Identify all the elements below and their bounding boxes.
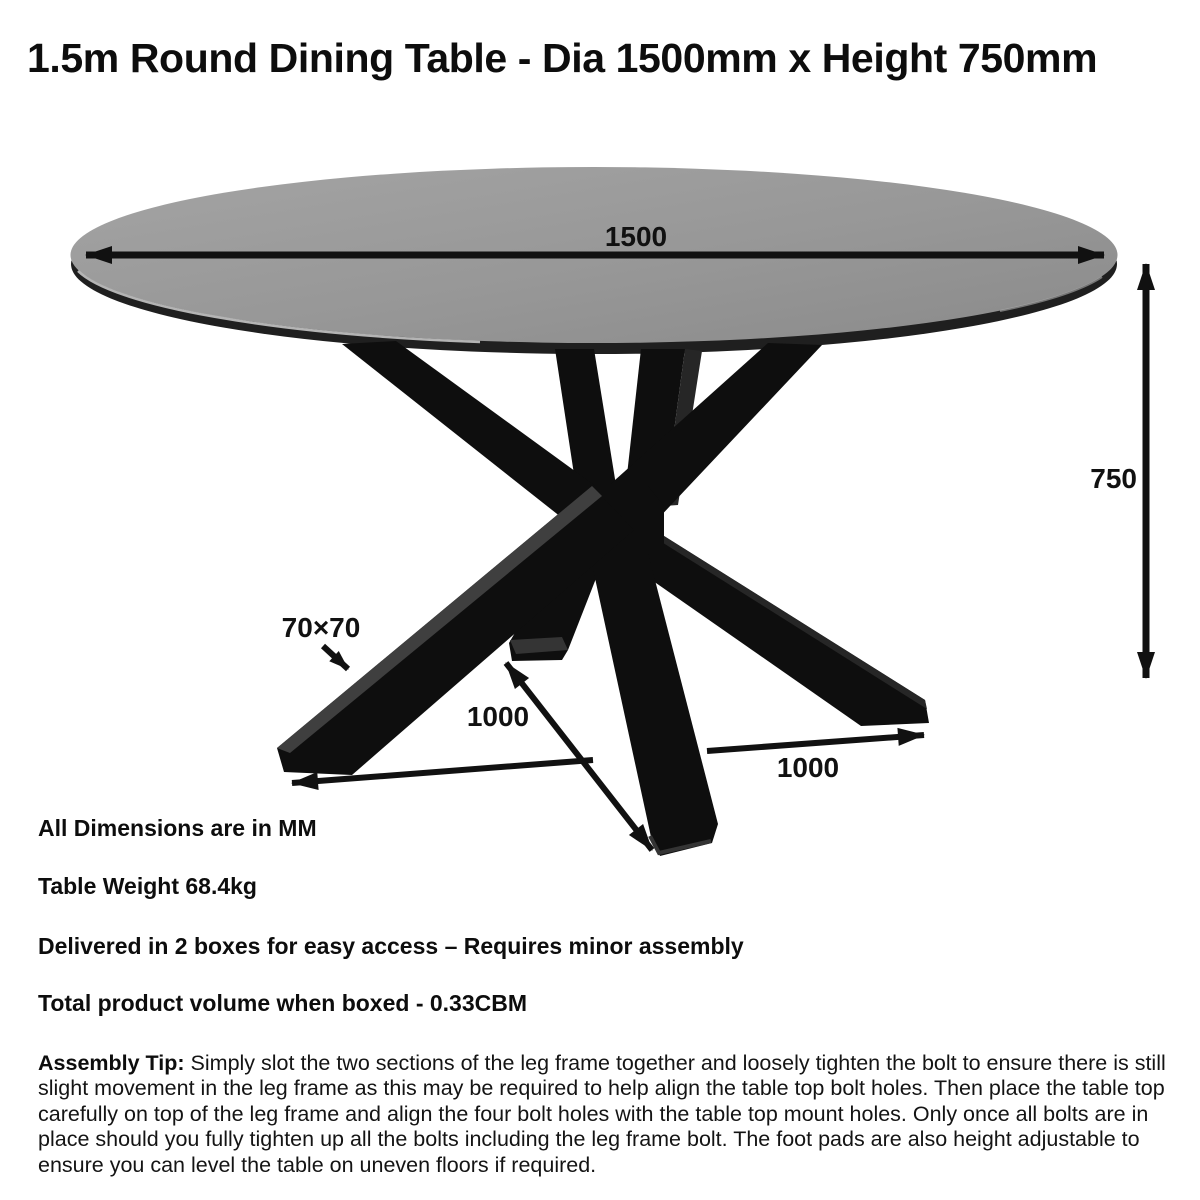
info-dimensions-units: All Dimensions are in MM [38, 815, 317, 841]
leg-span-diagonal-label: 1000 [466, 701, 530, 732]
leg-profile-pointer-arrow [323, 646, 348, 669]
assembly-tip-paragraph [38, 1051, 1170, 1178]
page-title: 1.5m Round Dining Table - Dia 1500mm x Height 750mm [27, 35, 1098, 81]
info-table-weight: Table Weight 68.4kg [38, 873, 257, 899]
assembly-tip-body: Simply slot the two sections of the leg frame together and loosely tighten the bolt to ensure there is still slight movement in the leg frame as this may be required to help align the table top bolt holes. Then place the table top carefully on top of the leg frame and align the four bolt holes with the table top mount holes. Only once all bolts are in place should you fully tighten up all the bolts including the leg frame bolt. The foot pads are also height adjustable to ensure you can level the table on uneven floors if required. [38, 1051, 1166, 1177]
info-delivery: Delivered in 2 boxes for easy access – Requires minor assembly [38, 933, 744, 959]
diameter-label: 1500 [604, 221, 668, 252]
info-boxed-volume: Total product volume when boxed - 0.33CBM [38, 990, 528, 1016]
height-label: 750 [1090, 463, 1137, 494]
assembly-tip-lead: Assembly Tip: [38, 1051, 185, 1075]
leg-profile-label: 70×70 [281, 612, 361, 643]
leg-span-floor-arrow-right [707, 735, 924, 751]
leg-span-floor-label: 1000 [776, 752, 840, 783]
